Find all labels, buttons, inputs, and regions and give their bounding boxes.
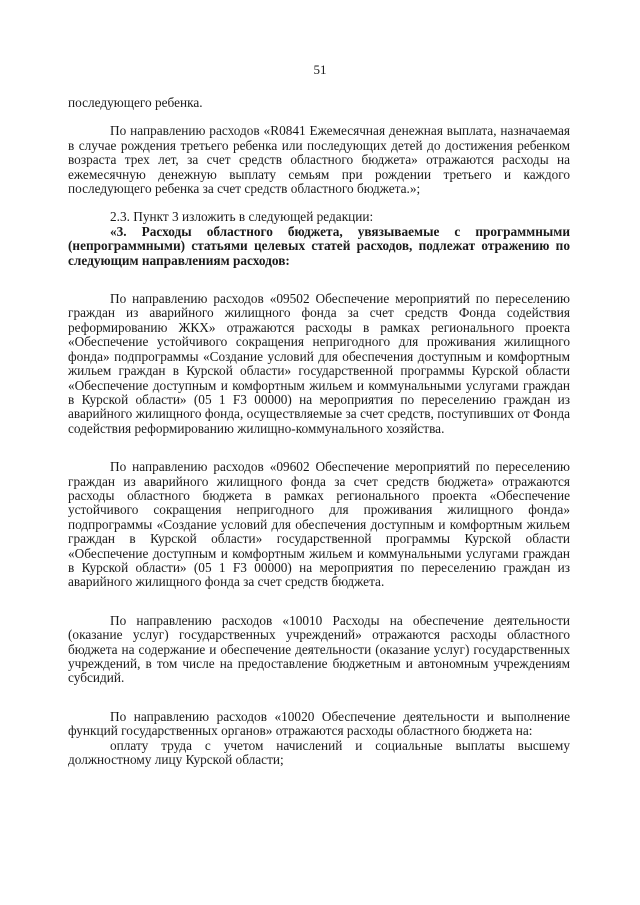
paragraph: последующего ребенка. [68,95,203,110]
paragraph: оплату труда с учетом начислений и социальные выплаты высшему должностному лицу Курской области; [68,737,570,768]
paragraph: По направлению расходов «R0841 Ежемесячная денежная выплата, назначаемая в случае рождения третьего ребенка или последующих детей до достижения ребенком возраста трех лет, за счет средств областного бюджета» отражаются расходы на ежемесячную денежную выплату семьям при рождении третьего и каждого последующего ребенка за счет средств областного бюджета.»; [68,123,570,197]
paragraph: По направлению расходов «09502 Обеспечение мероприятий по переселению граждан из аварийного жилищного фонда за счет средств Фонда содействия реформированию ЖКХ» отражаются расходы в рамках регионального проекта «Обеспечение устойчивого сокращения непригодного для проживания жилищного фонда» подпрограммы «Создание условий для обеспечения доступным и комфортным жильем граждан в Курской области» государственной программы Курской области «Обеспечение доступным и комфортным жильем и коммунальными услугами граждан в Курской области» (05 1 F3 00000) на мероприятия по переселению граждан из аварийного жилищного фонда, осуществляемые за счет средств, поступивших от Фонда содействия реформированию жилищно-коммунального хозяйства. [68,291,570,436]
page-number: 51 [313,62,327,77]
paragraph: 2.3. Пункт 3 изложить в следующей редакции: [110,209,374,225]
paragraph: По направлению расходов «09602 Обеспечение мероприятий по переселению граждан из аварийного жилищного фонда за счет средств бюджета» отражаются расходы областного бюджета в рамках регионального проекта «Обеспечение устойчивого сокращения непригодного для проживания жилищного фонда» подпрограммы «Создание условий для обеспечения доступным и комфортным жильем граждан в Курской области» государственной программы Курской области «Обеспечение доступным и комфортным жильем и коммунальными услугами граждан в Курской области» (05 1 F3 00000) на мероприятия по переселению граждан из аварийного жилищного фонда за счет средств бюджета. [68,459,570,590]
paragraph: По направлению расходов «10010 Расходы на обеспечение деятельности (оказание услуг) государственных учреждений» отражаются расходы областного бюджета на содержание и обеспечение деятельности (оказание услуг) государственных учреждений, в том числе на предоставление бюджетным и автономным учреждениям субсидий. [68,612,570,686]
paragraph: По направлению расходов «10020 Обеспечение деятельности и выполнение функций государственных органов» отражаются расходы областного бюджета на: [68,708,570,739]
section-heading: «3. Расходы областного бюджета, увязываемые с программными (непрограммными) статьями целевых статей расходов, подлежат отражению по следующим направлениям расходов: [68,223,570,268]
document-body [68,96,570,767]
